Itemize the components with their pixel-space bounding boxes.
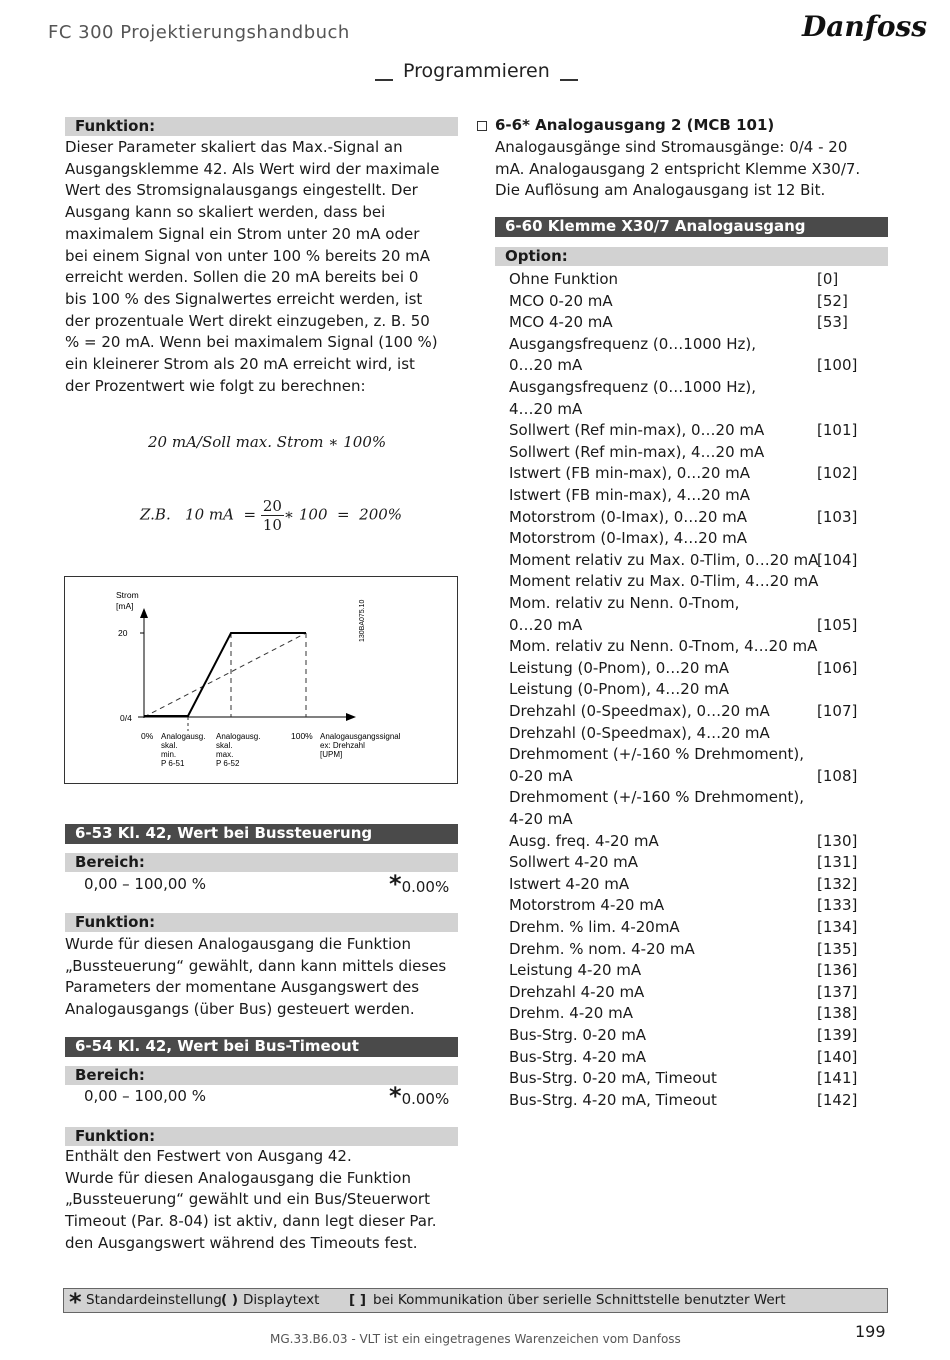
- option-label: Sollwert (Ref min-max), 4…20 mA: [509, 442, 765, 461]
- option-row: [509, 723, 859, 745]
- formula-2-fraction: [261, 497, 284, 534]
- option-row: [509, 787, 859, 809]
- text-line: der prozentuale Wert direkt einzugeben, z. B. 50: [65, 311, 430, 330]
- option-code: [104]: [817, 550, 858, 569]
- page-number: 199: [855, 1322, 886, 1341]
- option-label: Ausgangsfrequenz (0…1000 Hz),: [509, 334, 757, 353]
- legend-displaytext: Displaytext: [243, 1292, 320, 1308]
- text-line: bis 100 % des Signalwertes erreicht werden, ist: [65, 289, 423, 308]
- option-code: [136]: [817, 961, 858, 980]
- option-label: Bus-Strg. 0-20 mA, Timeout: [509, 1069, 717, 1088]
- text-line: der Prozentwert wie folgt zu berechnen:: [65, 376, 366, 395]
- legend-paren-symbol: ( ): [221, 1292, 239, 1308]
- param-6-60-title: 6-60 Klemme X30/7 Analogausgang: [495, 217, 888, 237]
- formula-2: [140, 497, 402, 534]
- formula-2-prefix: Z.B. 10 mA =: [140, 505, 257, 524]
- param-6-53-bereich-label: Bereich:: [65, 853, 458, 872]
- option-row: [509, 1047, 859, 1069]
- section-dash-left: [375, 79, 393, 81]
- option-row: [509, 528, 859, 550]
- option-code: [142]: [817, 1090, 858, 1109]
- option-label: Drehzahl (0-Speedmax), 4…20 mA: [509, 723, 770, 742]
- option-label: 0-20 mA: [509, 766, 573, 785]
- param-6-53-range: 0,00 – 100,00 %: [84, 875, 206, 893]
- option-row: [509, 701, 859, 723]
- option-label: 4…20 mA: [509, 399, 583, 418]
- x-label-0: 0%: [141, 731, 154, 741]
- text-line: Parameters der momentane Ausgangswert des: [65, 978, 420, 997]
- x-label-100: 100%: [291, 731, 313, 741]
- default-star-icon: *: [389, 1082, 402, 1110]
- x-min-label-1: Analogausg.: [161, 732, 206, 741]
- option-code: [53]: [817, 313, 848, 332]
- x-right-label-3: [UPM]: [320, 750, 343, 759]
- option-label: Leistung (0-Pnom), 4…20 mA: [509, 680, 730, 699]
- option-label: Moment relativ zu Max. 0-Tlim, 4…20 mA: [509, 572, 819, 591]
- option-code: [107]: [817, 702, 858, 720]
- option-code: [100]: [817, 356, 858, 375]
- option-row: [509, 420, 859, 442]
- text-line: Wurde für diesen Analogausgang die Funktion: [65, 935, 411, 953]
- x-max-label-4: P 6-52: [216, 759, 240, 768]
- param-6-53-title: 6-53 Kl. 42, Wert bei Bussteuerung: [65, 824, 458, 844]
- param-6-53-funktion-text: [65, 934, 460, 1021]
- option-row: [509, 593, 859, 615]
- option-row: [509, 636, 859, 658]
- text-line: „Bussteuerung“ gewählt, dann kann mittels dieses: [65, 956, 447, 975]
- option-row: [509, 917, 859, 939]
- text-line: Dieser Parameter skaliert das Max.-Signal an: [65, 138, 403, 156]
- option-row: [509, 1025, 859, 1047]
- param-6-54-range: 0,00 – 100,00 %: [84, 1087, 206, 1105]
- option-row: [509, 442, 859, 464]
- option-label: Istwert 4-20 mA: [509, 874, 630, 893]
- group-checkbox-icon: [477, 121, 487, 131]
- svg-text:Danfoss: Danfoss: [802, 10, 928, 43]
- formula-2-suffix: ∗ 100 = 200%: [283, 505, 403, 524]
- formula-1: 20 mA/Soll max. Strom ∗ 100%: [148, 433, 387, 451]
- text-line: Ausgang kann so skaliert werden, dass bei: [65, 203, 386, 222]
- option-row: [509, 269, 859, 291]
- option-label: Drehm. % nom. 4-20 mA: [509, 939, 695, 958]
- text-line: Analogausgänge sind Stromausgänge: 0/4 - 20: [495, 138, 848, 156]
- y-tick-20-label: 20: [118, 628, 128, 638]
- option-code: [133]: [817, 896, 858, 915]
- option-label: Ausgangsfrequenz (0…1000 Hz),: [509, 378, 757, 396]
- option-label: Ausg. freq. 4-20 mA: [509, 831, 659, 850]
- text-line: Ausgangsklemme 42. Als Wert wird der maximale: [65, 159, 440, 178]
- x-min-label-3: min.: [161, 750, 177, 759]
- document-title: FC 300 Projektierungshandbuch: [48, 22, 350, 43]
- x-max-label-2: skal.: [216, 741, 233, 750]
- option-code: [134]: [817, 918, 858, 936]
- option-label: Drehzahl 4-20 mA: [509, 982, 645, 1001]
- text-line: ein kleinerer Strom als 20 mA erreicht wird, ist: [65, 355, 415, 374]
- option-label: Drehm. % lim. 4-20mA: [509, 918, 680, 936]
- group-6-6-text: [495, 137, 888, 202]
- group-6-6-title: 6-6* Analogausgang 2 (MCB 101): [495, 116, 775, 134]
- x-min-label-4: P 6-51: [161, 759, 185, 768]
- option-code: [141]: [817, 1069, 858, 1088]
- option-code: [103]: [817, 507, 858, 526]
- option-label: Drehm. 4-20 mA: [509, 1004, 633, 1023]
- legend-communication: bei Kommunikation über serielle Schnittstelle benutzter Wert: [373, 1292, 786, 1308]
- danfoss-logo: [800, 6, 928, 46]
- option-row: [509, 463, 859, 485]
- option-row: [509, 939, 859, 961]
- text-line: den Ausgangswert während des Timeouts fest.: [65, 1233, 418, 1252]
- option-label: Leistung (0-Pnom), 0…20 mA: [509, 658, 730, 677]
- legend-standard: Standardeinstellung: [86, 1292, 222, 1308]
- x-max-label-1: Analogausg.: [216, 732, 261, 741]
- option-code: [132]: [817, 874, 858, 893]
- param-6-54-funktion-label: Funktion:: [65, 1127, 458, 1146]
- fraction-numerator: 20: [262, 497, 282, 515]
- option-label: Drehmoment (+/-160 % Drehmoment),: [509, 788, 804, 807]
- option-code: [0]: [817, 270, 839, 288]
- text-line: erreicht werden. Sollen die 20 mA bereits bei 0: [65, 268, 419, 287]
- param-6-53-funktion-label: Funktion:: [65, 913, 458, 932]
- option-row: [509, 1090, 859, 1112]
- text-line: Wert des Stromsignalausgangs eingestellt. Der: [65, 181, 418, 200]
- x-right-label-1: Analogausgangssignal: [320, 732, 401, 741]
- text-line: Timeout (Par. 8-04) ist aktiv, dann legt dieser Par.: [65, 1212, 437, 1231]
- option-row: [509, 766, 859, 788]
- option-label: Ohne Funktion: [509, 270, 619, 288]
- option-label: Mom. relativ zu Nenn. 0-Tnom,: [509, 594, 740, 612]
- option-label: Mom. relativ zu Nenn. 0-Tnom, 4…20 mA: [509, 637, 818, 656]
- option-row: [509, 658, 859, 680]
- fraction-denominator: 10: [262, 516, 282, 534]
- option-label: Moment relativ zu Max. 0-Tlim, 0…20 mA: [509, 550, 819, 569]
- option-code: [140]: [817, 1047, 858, 1066]
- text-line: % = 20 mA. Wenn bei maximalem Signal (100 %): [65, 333, 438, 352]
- option-code: [135]: [817, 939, 858, 958]
- option-label: Bus-Strg. 0-20 mA: [509, 1026, 647, 1044]
- output-scaling-diagram: [64, 576, 458, 784]
- option-label: Istwert (FB min-max), 0…20 mA: [509, 464, 751, 483]
- option-code: [52]: [817, 291, 848, 310]
- text-line: Analogausgangs (über Bus) gesteuert werden.: [65, 1000, 415, 1019]
- diagram-ref-id: 130BA075.10: [359, 599, 366, 642]
- option-row: [509, 1003, 859, 1025]
- option-label: 4-20 mA: [509, 810, 573, 828]
- section-title: [365, 60, 588, 82]
- option-row: [509, 550, 859, 572]
- param-6-54-title: 6-54 Kl. 42, Wert bei Bus-Timeout: [65, 1037, 458, 1057]
- param-6-60-option-label: Option:: [495, 247, 888, 266]
- option-label: 0…20 mA: [509, 356, 583, 375]
- param-6-54-funktion-text: [65, 1146, 460, 1255]
- section-dash-right: [560, 79, 578, 81]
- section-title-text: Programmieren: [403, 60, 550, 82]
- param-6-53-default: [389, 870, 450, 898]
- option-row: [509, 485, 859, 507]
- option-row: [509, 852, 859, 874]
- option-row: [509, 507, 859, 529]
- x-max-label-3: max.: [216, 750, 234, 759]
- option-row: [509, 312, 859, 334]
- option-row: [509, 334, 859, 356]
- option-row: [509, 874, 859, 896]
- option-label: Bus-Strg. 4-20 mA: [509, 1047, 647, 1066]
- option-code: [102]: [817, 464, 858, 483]
- option-label: MCO 4-20 mA: [509, 313, 613, 332]
- option-row: [509, 982, 859, 1004]
- funktion-text: [65, 137, 460, 397]
- param-6-53-default-value: 0.00%: [401, 878, 450, 896]
- text-line: Die Auflösung am Analogausgang ist 12 Bit.: [495, 181, 826, 200]
- footer-note: MG.33.B6.03 - VLT ist ein eingetragenes Warenzeichen vom Danfoss: [270, 1332, 681, 1346]
- option-label: Bus-Strg. 4-20 mA, Timeout: [509, 1090, 717, 1109]
- option-code: [138]: [817, 1004, 858, 1023]
- param-6-54-default-value: 0.00%: [401, 1090, 450, 1108]
- option-label: Motorstrom (0-Imax), 0…20 mA: [509, 507, 748, 526]
- option-code: [139]: [817, 1026, 858, 1044]
- option-code: [131]: [817, 853, 858, 872]
- text-line: Wurde für diesen Analogausgang die Funktion: [65, 1168, 411, 1187]
- option-code: [105]: [817, 615, 858, 634]
- option-code: [101]: [817, 421, 858, 440]
- option-label: Drehmoment (+/-160 % Drehmoment),: [509, 745, 804, 764]
- option-row: [509, 679, 859, 701]
- option-row: [509, 744, 859, 766]
- text-line: bei einem Signal von unter 100 % bereits 20 mA: [65, 246, 431, 265]
- option-row: [509, 571, 859, 593]
- option-label: Motorstrom 4-20 mA: [509, 896, 665, 915]
- option-label: Motorstrom (0-Imax), 4…20 mA: [509, 529, 748, 548]
- text-line: „Bussteuerung“ gewählt und ein Bus/Steuerwort: [65, 1190, 430, 1209]
- option-label: Sollwert 4-20 mA: [509, 853, 639, 872]
- text-line: maximalem Signal ein Strom unter 20 mA oder: [65, 224, 420, 243]
- option-row: [509, 377, 859, 399]
- default-star-icon: *: [389, 870, 402, 898]
- option-row: [509, 895, 859, 917]
- param-6-54-bereich-label: Bereich:: [65, 1066, 458, 1085]
- text-line: mA. Analogausgang 2 entspricht Klemme X30/7.: [495, 159, 861, 178]
- option-label: Istwert (FB min-max), 4…20 mA: [509, 486, 751, 504]
- option-row: [509, 1068, 859, 1090]
- option-label: Sollwert (Ref min-max), 0…20 mA: [509, 421, 765, 440]
- option-row: [509, 615, 859, 637]
- option-label: 0…20 mA: [509, 615, 583, 634]
- option-row: [509, 291, 859, 313]
- x-min-label-2: skal.: [161, 741, 178, 750]
- option-row: [509, 355, 859, 377]
- y-axis-unit: [mA]: [116, 601, 134, 611]
- y-tick-04-label: 0/4: [120, 713, 132, 723]
- x-right-label-2: ex: Drehzahl: [320, 741, 365, 750]
- option-code: [137]: [817, 982, 858, 1001]
- option-row: [509, 399, 859, 421]
- option-code: [108]: [817, 766, 858, 785]
- y-axis-title: Strom: [116, 590, 139, 600]
- legend-star-icon: *: [69, 1288, 82, 1316]
- option-label: MCO 0-20 mA: [509, 291, 613, 310]
- text-line: Enthält den Festwert von Ausgang 42.: [65, 1147, 352, 1165]
- legend-bar: [63, 1288, 888, 1316]
- option-row: [509, 831, 859, 853]
- legend-bracket-symbol: [ ]: [349, 1292, 367, 1308]
- option-code: [106]: [817, 658, 858, 677]
- option-code: [130]: [817, 831, 858, 850]
- option-label: Leistung 4-20 mA: [509, 961, 642, 980]
- funktion-label: Funktion:: [65, 117, 458, 136]
- option-row: [509, 809, 859, 831]
- param-6-54-default: [389, 1082, 450, 1110]
- option-row: [509, 960, 859, 982]
- option-label: Drehzahl (0-Speedmax), 0…20 mA: [509, 702, 770, 720]
